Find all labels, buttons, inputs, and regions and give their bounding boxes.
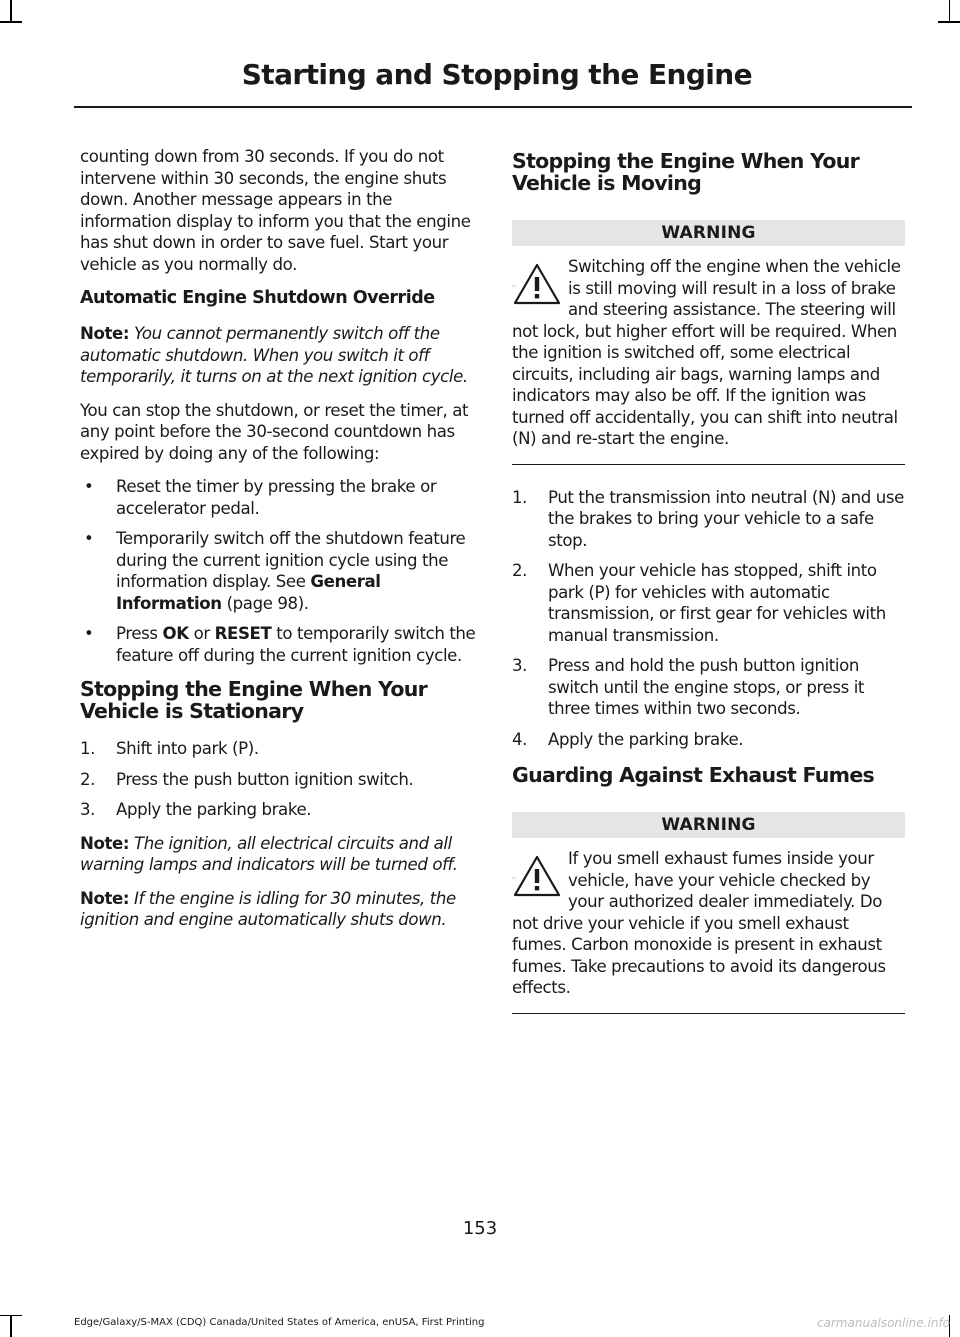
intro-paragraph: counting down from 30 seconds. If you do not intervene within 30 seconds, the engine shuts down. Another message appears in the information display to inform you that the engine has shut down in order to save fuel. Start your vehicle as you normally do. bbox=[80, 147, 471, 274]
override-bullet-list bbox=[80, 476, 482, 666]
warning-box bbox=[512, 848, 905, 999]
watermark: carmanualsonline.info bbox=[816, 1316, 950, 1330]
warning-triangle-icon bbox=[512, 854, 564, 898]
step-number: 2. bbox=[80, 769, 96, 789]
page-reference: (page 98). bbox=[221, 593, 309, 613]
bullet-text: Press bbox=[116, 624, 163, 643]
page-number: 153 bbox=[462, 1218, 498, 1239]
step-text: Press the push button ignition switch. bbox=[116, 769, 414, 789]
list-item bbox=[80, 738, 482, 760]
right-column bbox=[512, 146, 905, 1036]
warning-banner: WARNING bbox=[512, 812, 905, 838]
stationary-steps bbox=[80, 738, 482, 821]
step-text: Apply the parking brake. bbox=[548, 729, 744, 749]
step-number: 4. bbox=[512, 729, 528, 749]
step-text: Shift into park (P). bbox=[116, 739, 259, 758]
step-number: 1. bbox=[512, 487, 528, 507]
step-text: Apply the parking brake. bbox=[116, 800, 312, 819]
step-text: Put the transmission into neutral (N) and use the brakes to bring your vehicle to a safe stop. bbox=[548, 487, 904, 550]
step-number: 3. bbox=[80, 800, 96, 819]
general-information-link[interactable]: General Information bbox=[116, 572, 381, 613]
note-text: If the engine is idling for 30 minutes, the ignition and engine automatically shuts down. bbox=[80, 888, 456, 929]
note-label: Note: bbox=[80, 888, 130, 908]
warning-rule bbox=[512, 464, 905, 465]
crop-mark bbox=[10, 0, 12, 22]
ok-keyword: OK bbox=[162, 624, 189, 643]
note-idling bbox=[80, 888, 482, 931]
list-item bbox=[512, 655, 905, 720]
step-text: Press and hold the push button ignition switch until the engine stops, or press it three times within two seconds. bbox=[548, 656, 865, 718]
note-text: You cannot permanently switch off the automatic shutdown. When you switch it off temporarily, it turns on at the next ignition cycle. bbox=[80, 324, 468, 386]
warning-triangle-icon bbox=[512, 262, 564, 306]
note-label: Note: bbox=[80, 324, 130, 343]
step-number: 2. bbox=[512, 561, 528, 580]
crop-mark bbox=[0, 1315, 22, 1317]
warning-text: If you smell exhaust fumes inside your vehicle, have your vehicle checked by your authorized dealer immediately. Do not drive your vehicle if you smell exhaust fumes. Carbon monoxide is present in exhaust fumes. Take precautions to avoid its dangerous effects. bbox=[512, 849, 886, 997]
step-number: 1. bbox=[80, 739, 96, 758]
crop-mark bbox=[949, 0, 951, 22]
crop-mark bbox=[938, 21, 960, 23]
moving-steps bbox=[512, 487, 905, 751]
list-item bbox=[512, 487, 905, 552]
reset-keyword: RESET bbox=[214, 624, 272, 643]
moving-heading: Stopping the Engine When Your Vehicle is Moving bbox=[512, 149, 860, 195]
page-title: Starting and Stopping the Engine bbox=[241, 58, 752, 91]
stationary-heading: Stopping the Engine When Your Vehicle is Stationary bbox=[80, 677, 428, 723]
crop-mark bbox=[0, 21, 22, 23]
note-label: Note: bbox=[80, 833, 130, 853]
list-item bbox=[512, 560, 905, 646]
list-item bbox=[80, 799, 482, 821]
override-heading: Automatic Engine Shutdown Override bbox=[80, 288, 435, 308]
warning-banner: WARNING bbox=[512, 220, 905, 246]
bullet-text: Reset the timer by pressing the brake or accelerator pedal. bbox=[116, 477, 437, 518]
step-text: When your vehicle has stopped, shift into park (P) for vehicles with automatic transmission, or first gear for vehicles with manual transmission. bbox=[548, 561, 886, 645]
left-column bbox=[80, 146, 482, 943]
list-item bbox=[80, 769, 482, 791]
bullet-text: Temporarily switch off the shutdown feature during the current ignition cycle using the information display. See bbox=[116, 529, 466, 591]
list-item bbox=[80, 476, 482, 519]
note-text: The ignition, all electrical circuits and all warning lamps and indicators will be turned off. bbox=[80, 833, 458, 874]
footer-text: Edge/Galaxy/S-MAX (CDQ) Canada/United States of America, enUSA, First Printing bbox=[74, 1317, 485, 1328]
note-ignition bbox=[80, 833, 482, 876]
fumes-heading: Guarding Against Exhaust Fumes bbox=[512, 763, 875, 787]
warning-text: Switching off the engine when the vehicle is still moving will result in a loss of brake and steering assistance. The steering will not lock, but higher effort will be required. When the ignition is switched off, some electrical circuits, including air bags, warning lamps and indicators may also be off. If the ignition was turned off accidentally, you can shift into neutral (N) and re-start the engine. bbox=[512, 257, 901, 448]
bullet-text: to temporarily switch the feature off during the current ignition cycle. bbox=[116, 624, 476, 665]
note-permanent bbox=[80, 323, 482, 388]
bullet-text: or bbox=[188, 624, 215, 643]
list-item bbox=[80, 623, 482, 666]
override-paragraph: You can stop the shutdown, or reset the timer, at any point before the 30-second countdown has expired by doing any of the following: bbox=[80, 400, 469, 463]
warning-rule bbox=[512, 1013, 905, 1014]
header-rule bbox=[74, 106, 912, 108]
crop-mark bbox=[10, 1315, 12, 1337]
list-item bbox=[80, 528, 482, 614]
step-number: 3. bbox=[512, 656, 528, 675]
warning-box bbox=[512, 256, 905, 450]
list-item bbox=[512, 729, 905, 751]
